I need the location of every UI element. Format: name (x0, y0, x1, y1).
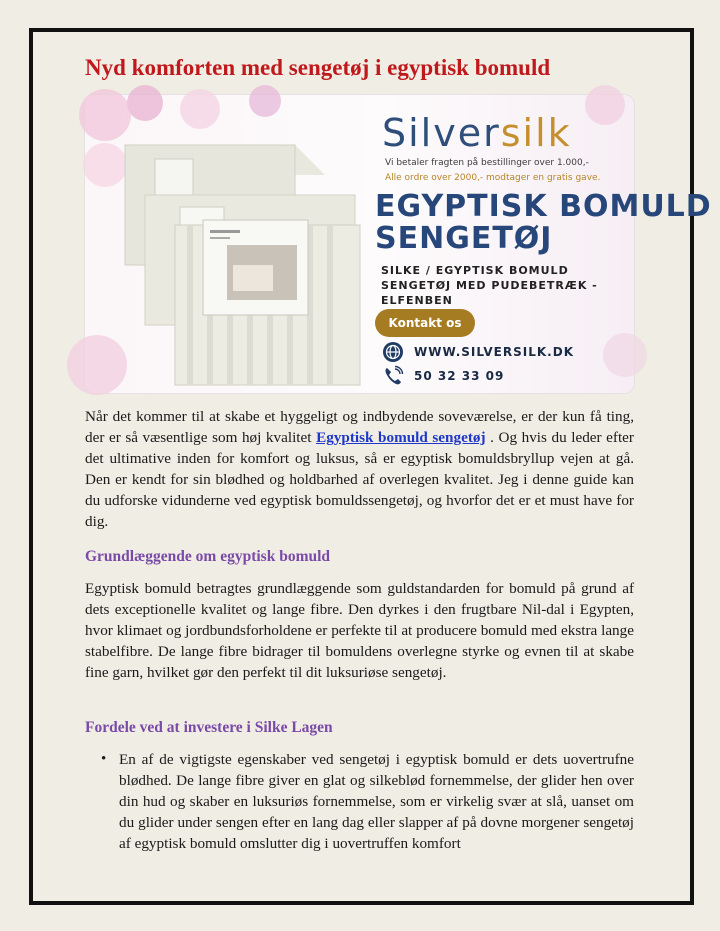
intro-text-before: Når det kommer til at skabe et hyggeligt og indbydende soveværelse, er der kun få ting, der er så væsentlige som høj kvalitet (85, 408, 634, 446)
egyptian-cotton-link[interactable]: Egyptisk bomuld sengetøj (316, 429, 486, 446)
product-line: SENGETØJ MED PUDEBETRÆK - (381, 279, 598, 292)
headline-line: SENGETØJ (375, 221, 553, 256)
website-text[interactable]: WWW.SILVERSILK.DK (414, 345, 574, 359)
contact-button[interactable]: Kontakt os (375, 309, 475, 337)
globe-icon (382, 341, 404, 363)
bedding-box-front (175, 220, 360, 385)
product-description (381, 263, 598, 308)
brand-logo-part1: Silver (382, 111, 501, 155)
bullet-icon: • (101, 751, 107, 767)
shipping-notice: Vi betaler fragten på bestillinger over 1.000,- (385, 158, 589, 168)
basics-paragraph: Egyptisk bomuld betragtes grundlæggende som guldstandarden for bomuld på grund af dets exceptionelle kvalitet og lange fibre. Den dyrkes i den frugtbare Nil-dal i Egypten, hvor klimaet og jordbundsforholdene er perfekte til at producere bomuld med ekstra lange stabelfibre. De lange fibre bidrager til bomuldens overlegne styrke og evnen til at skabe fine garn, hvilket gør den perfekt til dit luksuriøse sengetøj. (85, 580, 634, 681)
website-row[interactable] (382, 341, 574, 363)
intro-text-after: . Og hvis du leder efter det ultimative inden for komfort og luksus, så er egyptisk bomuldsbryllup vejen at gå. Den er kendt for sin blødhed og holdbarhed af overlegen kvalitet. Jeg i denne guide kan du udforske vidunderne ved egyptisk bomuldssengetøj, og hvorfor det er et must have for dig. (85, 429, 634, 530)
benefit-text: En af de vigtigste egenskaber ved sengetøj i egyptisk bomuld er dets uovertrufne blødhed. De lange fibre giver en glat og silkeblød fornemmelse, der glider hen over din hud og skaber en luksuriøs fornemmelse, som er virkelig svær at slå, uanset om du glider under sengen efter en lang dag eller slapper af på dovne morgener sengetøj af egyptisk bomuld omslutter dig i uovertruffen komfort (119, 751, 634, 852)
phone-row[interactable] (382, 365, 504, 387)
intro-paragraph (85, 406, 634, 532)
product-banner[interactable] (85, 95, 712, 393)
section-heading-benefits: Fordele ved at investere i Silke Lagen (85, 719, 333, 736)
brand-logo-part2: silk (500, 111, 572, 155)
product-line: ELFENBEN (381, 294, 453, 307)
list-item (101, 749, 634, 854)
headline-line: EGYPTISK BOMULD (375, 189, 712, 224)
product-line: SILKE / EGYPTISK BOMULD (381, 264, 569, 277)
brand-logo (382, 111, 572, 155)
banner-headline (375, 191, 712, 255)
section-heading-basics: Grundlæggende om egyptisk bomuld (85, 548, 331, 565)
gift-notice: Alle ordre over 2000,- modtager en gratis gave. (385, 173, 601, 183)
page-title: Nyd komforten med sengetøj i egyptisk bomuld (85, 55, 551, 80)
phone-text[interactable]: 50 32 33 09 (414, 369, 505, 383)
phone-icon (382, 365, 404, 387)
